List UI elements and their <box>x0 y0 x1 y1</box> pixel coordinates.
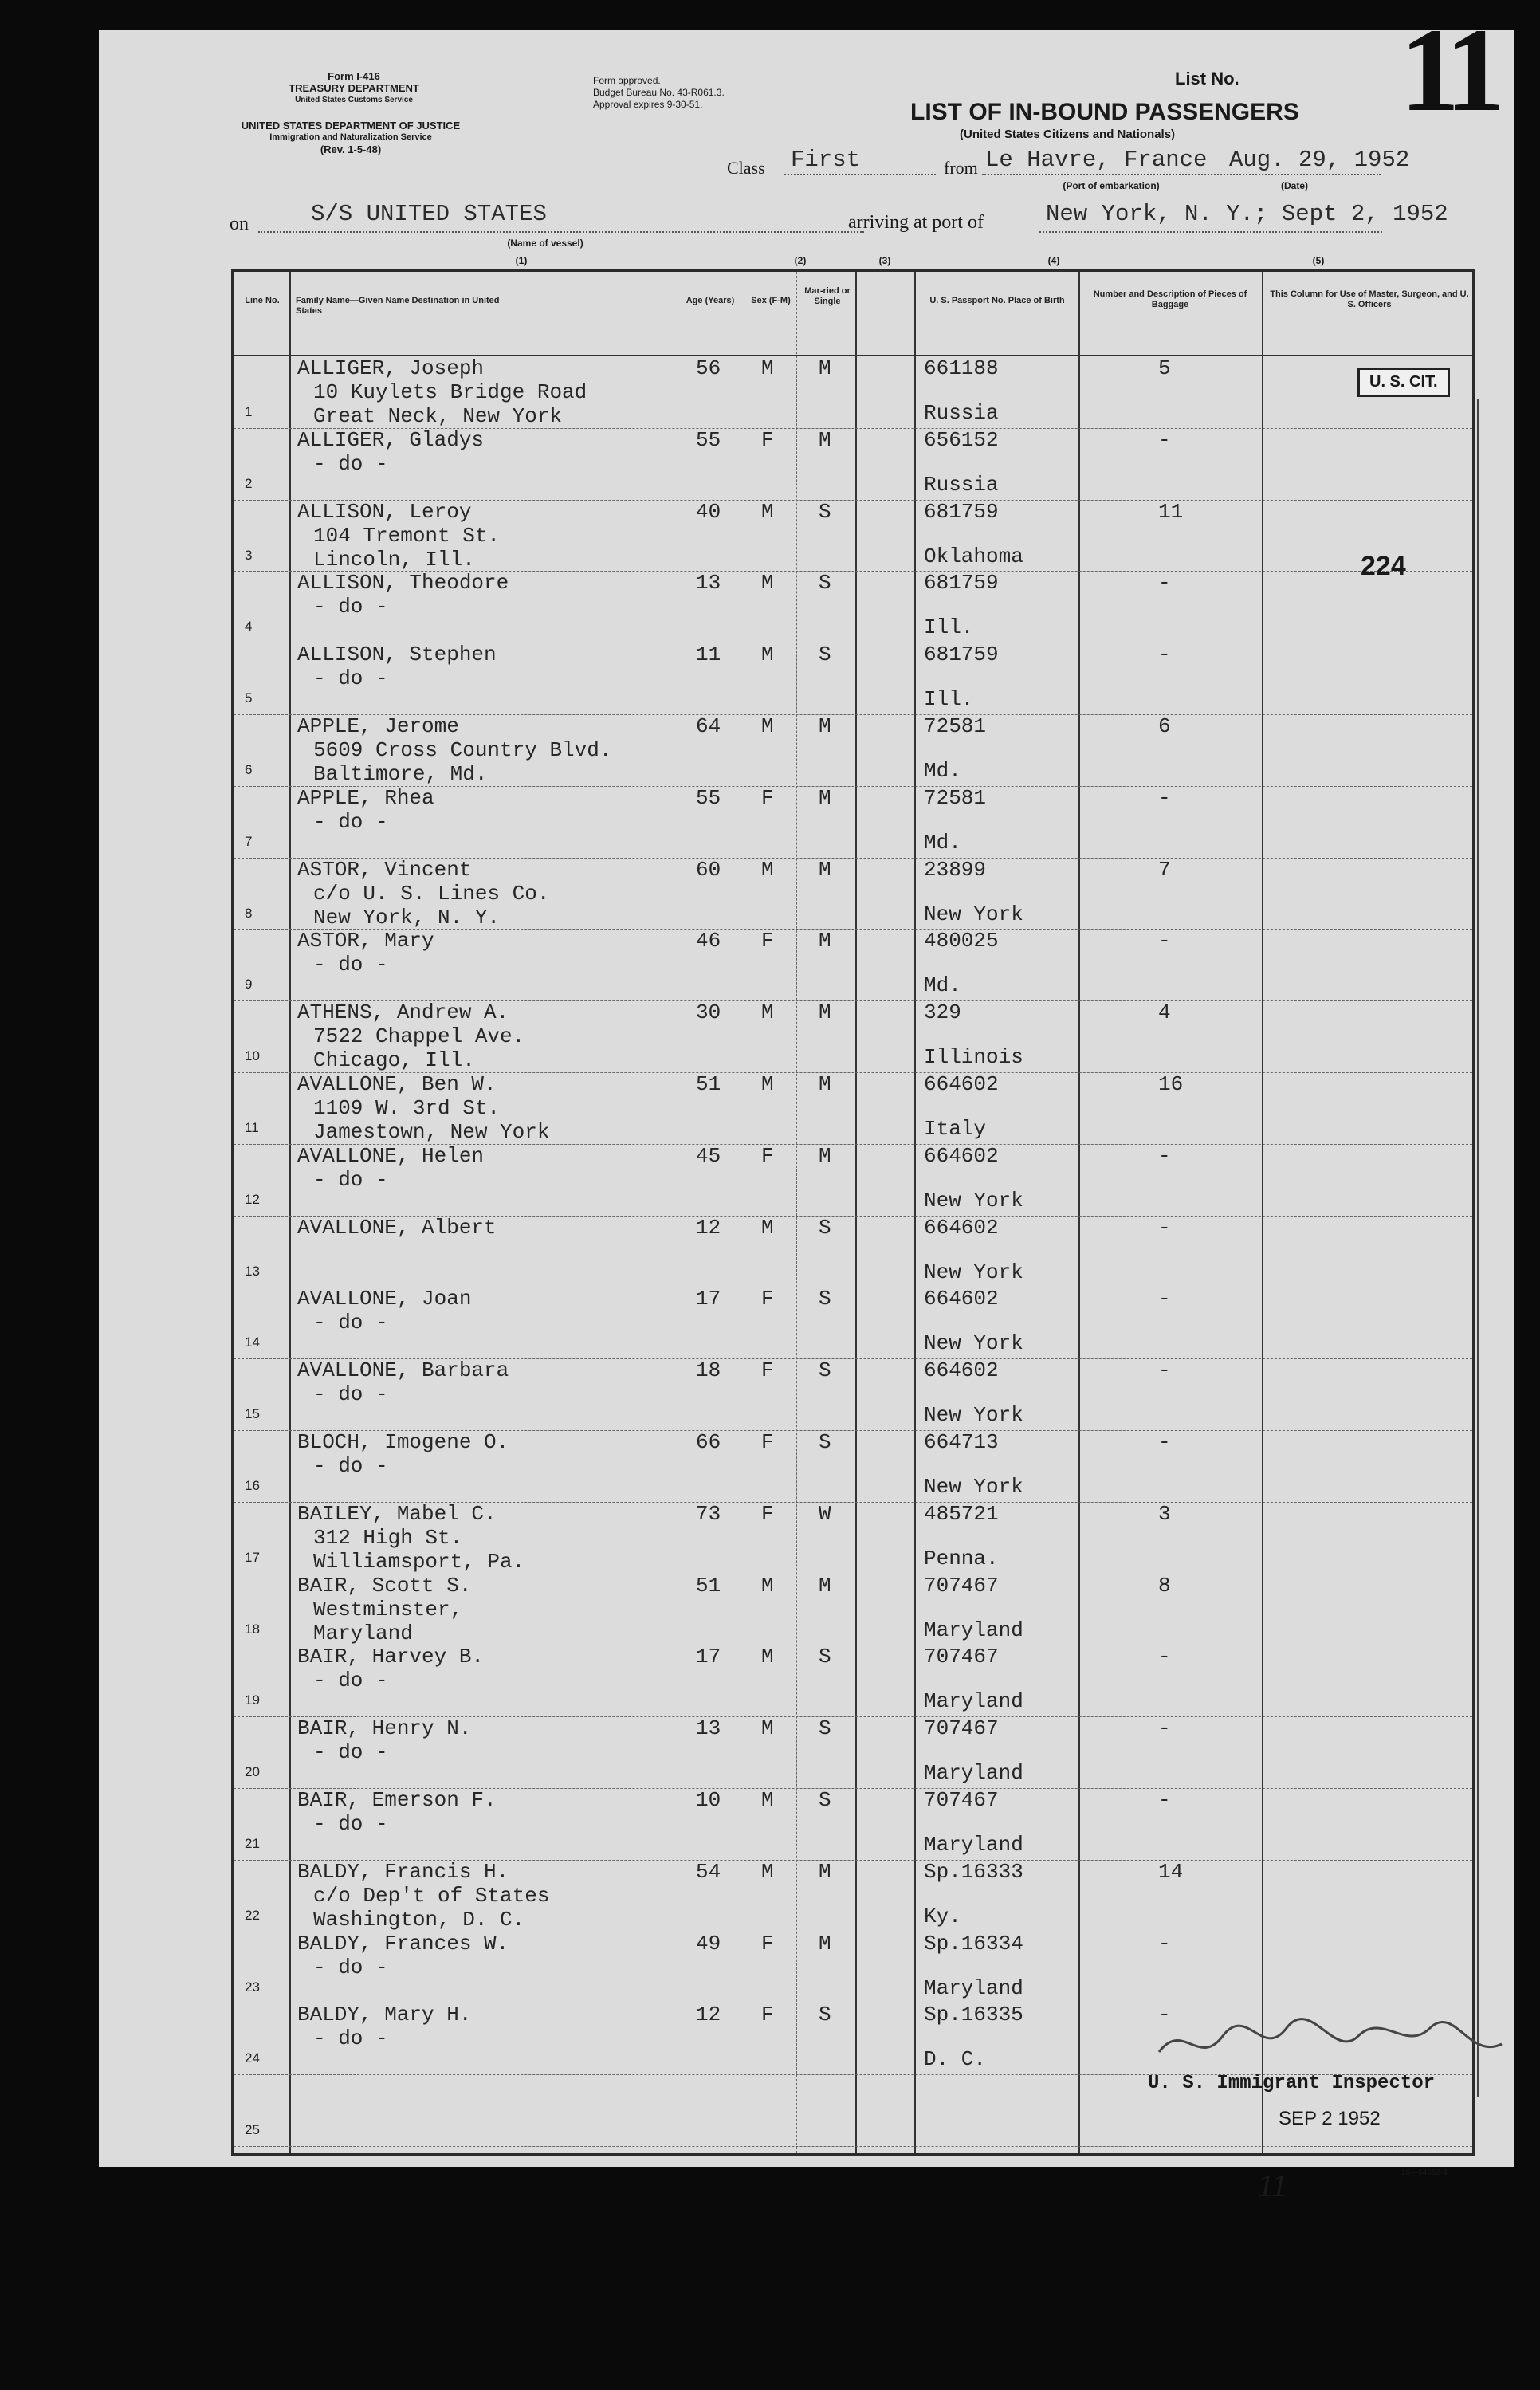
cell-bag: - <box>1158 643 1171 667</box>
cell-ms: S <box>819 1215 831 1240</box>
cell-sex: F <box>761 2003 774 2027</box>
cell-dest2: Great Neck, New York <box>313 404 563 428</box>
cell-pob: New York <box>924 1403 1023 1428</box>
from-label: from <box>944 158 978 178</box>
date-caption: (Date) <box>1280 180 1308 191</box>
cell-age: 18 <box>696 1358 721 1383</box>
cell-dest1: - do - <box>313 1454 388 1478</box>
cell-bag: 16 <box>1158 1072 1184 1096</box>
from-port: Le Havre, France <box>985 147 1208 173</box>
cell-pob: Maryland <box>924 1975 1023 2000</box>
cell-sex: M <box>761 571 774 596</box>
cell-ms: M <box>819 1000 831 1025</box>
cell-sex: M <box>761 1788 774 1812</box>
cell-sex: F <box>761 1430 774 1454</box>
col-header-officers: This Column for Use of Master, Surgeon, and U. S. Officers <box>1270 289 1469 309</box>
cell-dest1: - do - <box>313 1740 388 1765</box>
cell-n: 21 <box>245 1836 260 1851</box>
vessel-name: S/S UNITED STATES <box>311 201 547 227</box>
cell-dest1: - do - <box>313 1812 388 1836</box>
cell-n: 18 <box>245 1621 260 1637</box>
cell-n: 13 <box>245 1263 260 1279</box>
cell-n: 1 <box>245 404 253 419</box>
cell-bag: - <box>1158 1287 1171 1311</box>
cell-dest2: Maryland <box>313 1621 413 1645</box>
side-number: 224 <box>1361 551 1406 581</box>
col-header-baggage: Number and Description of Pieces of Baggage <box>1093 289 1247 309</box>
cell-n: 19 <box>245 1692 260 1708</box>
cell-ms: S <box>819 2003 831 2027</box>
cell-name: BALDY, Francis H. <box>297 1859 509 1884</box>
table-row <box>234 1430 1472 1503</box>
from-date: Aug. 29, 1952 <box>1229 147 1410 173</box>
table-row <box>234 1645 1472 1717</box>
table-row <box>234 1358 1472 1431</box>
cell-sex: M <box>761 1716 774 1741</box>
cell-age: 55 <box>696 785 721 810</box>
cell-ms: S <box>819 1716 831 1741</box>
cell-dest1: 10 Kuylets Bridge Road <box>313 380 587 404</box>
cell-pob: Maryland <box>924 1761 1023 1786</box>
table-row <box>234 356 1472 429</box>
cell-age: 17 <box>696 1645 721 1669</box>
cell-sex: F <box>761 427 774 452</box>
cell-n: 4 <box>245 619 253 635</box>
cell-dest1: - do - <box>313 1167 388 1192</box>
cell-dest1: 5609 Cross Country Blvd. <box>313 738 612 762</box>
cell-dest1: Westminster, <box>313 1597 463 1622</box>
cell-pp: 480025 <box>924 929 999 953</box>
approval-line3: Approval expires 9-30-51. <box>593 99 703 110</box>
cell-dest1: - do - <box>313 451 388 476</box>
table-row <box>234 1144 1472 1217</box>
cell-sex: F <box>761 929 774 953</box>
list-no-label: List No. <box>1175 69 1239 88</box>
cell-pp: 707467 <box>924 1573 999 1598</box>
cell-bag: 7 <box>1158 857 1171 882</box>
cell-name: AVALLONE, Joan <box>297 1287 472 1311</box>
table-row <box>234 1574 1472 1646</box>
cell-bag: - <box>1158 571 1171 596</box>
cell-name: AVALLONE, Albert <box>297 1215 497 1240</box>
cell-dest1: - do - <box>313 953 388 977</box>
cell-age: 45 <box>696 1143 721 1168</box>
cell-bag: - <box>1158 1645 1171 1669</box>
cell-dest2: Baltimore, Md. <box>313 762 488 786</box>
ins-service: Immigration and Naturalization Service <box>269 132 432 142</box>
customs-service: United States Customs Service <box>295 96 413 104</box>
col-header-age: Age (Years) <box>686 296 735 305</box>
revision: (Rev. 1-5-48) <box>320 143 382 155</box>
class-label: Class <box>727 158 765 178</box>
cell-pp: 681759 <box>924 499 999 524</box>
cell-sex: M <box>761 1859 774 1884</box>
approval-line1: Form approved. <box>593 75 661 86</box>
cell-name: ASTOR, Vincent <box>297 857 472 882</box>
cell-pob: New York <box>924 1188 1023 1213</box>
cell-dest1: - do - <box>313 666 388 691</box>
cell-pp: 656152 <box>924 427 999 452</box>
cell-age: 64 <box>696 714 721 738</box>
cell-name: AVALLONE, Ben W. <box>297 1072 497 1096</box>
cell-bag: - <box>1158 1215 1171 1240</box>
passenger-table <box>231 269 1475 2156</box>
vessel-caption: (Name of vessel) <box>507 238 583 249</box>
cell-bag: - <box>1158 1788 1171 1812</box>
cell-pob: Illinois <box>924 1045 1023 1070</box>
document-subtitle: (United States Citizens and Nationals) <box>960 128 1176 141</box>
col-num-4: (4) <box>1047 255 1060 266</box>
col-num-2: (2) <box>794 255 807 266</box>
on-label: on <box>230 214 249 234</box>
col-header-line: Line No. <box>245 296 280 305</box>
cell-age: 51 <box>696 1072 721 1096</box>
table-row <box>234 786 1472 859</box>
cell-bag: - <box>1158 1430 1171 1454</box>
cell-sex: F <box>761 1501 774 1526</box>
cell-pob: New York <box>924 1260 1023 1284</box>
cell-dest1: - do - <box>313 1311 388 1335</box>
cell-age: 30 <box>696 1000 721 1025</box>
cell-ms: S <box>819 571 831 596</box>
cell-n: 2 <box>245 475 253 491</box>
list-number: 11 <box>1400 4 1497 136</box>
cell-sex: F <box>761 1931 774 1956</box>
cell-pp: 664602 <box>924 1143 999 1168</box>
cell-ms: M <box>819 427 831 452</box>
cell-name: BAIR, Henry N. <box>297 1716 472 1741</box>
table-row <box>234 714 1472 787</box>
cell-n: 17 <box>245 1549 260 1565</box>
cell-bag: - <box>1158 427 1171 452</box>
cell-age: 17 <box>696 1287 721 1311</box>
cell-bag: - <box>1158 929 1171 953</box>
cell-n: 25 <box>245 2122 260 2138</box>
cell-pp: 23899 <box>924 857 987 882</box>
cell-sex: M <box>761 1072 774 1096</box>
cell-pob: Ill. <box>924 687 974 712</box>
cell-dest2: Washington, D. C. <box>313 1907 525 1932</box>
cell-name: ALLIGER, Joseph <box>297 356 485 380</box>
cell-ms: M <box>819 929 831 953</box>
table-row <box>234 1502 1472 1574</box>
cell-age: 66 <box>696 1430 721 1454</box>
cell-pp: 707467 <box>924 1645 999 1669</box>
cell-pp: 485721 <box>924 1501 999 1526</box>
cell-age: 12 <box>696 2003 721 2027</box>
document-title: LIST OF IN-BOUND PASSENGERS <box>910 99 1299 125</box>
cell-sex: M <box>761 1000 774 1025</box>
cell-name: AVALLONE, Helen <box>297 1143 485 1168</box>
cell-name: ALLISON, Leroy <box>297 499 472 524</box>
cell-pob: New York <box>924 1475 1023 1499</box>
cell-age: 60 <box>696 857 721 882</box>
cell-n: 14 <box>245 1335 260 1350</box>
cell-bag: - <box>1158 1143 1171 1168</box>
cell-bag: 5 <box>1158 356 1171 380</box>
cell-pob: New York <box>924 1331 1023 1356</box>
table-row <box>234 1287 1472 1359</box>
cell-age: 51 <box>696 1573 721 1598</box>
cell-bag: 14 <box>1158 1859 1184 1884</box>
cell-bag: - <box>1158 1358 1171 1383</box>
table-row <box>234 1072 1472 1145</box>
cell-pp: 664602 <box>924 1287 999 1311</box>
cell-n: 23 <box>245 1979 260 1995</box>
cell-name: BALDY, Frances W. <box>297 1931 509 1956</box>
cell-bag: - <box>1158 1716 1171 1741</box>
cell-pob: Maryland <box>924 1833 1023 1857</box>
arrival-port: New York, N. Y.; Sept 2, 1952 <box>1046 201 1448 227</box>
cell-dest1: 104 Tremont St. <box>313 523 501 548</box>
cell-bag: 3 <box>1158 1501 1171 1526</box>
cell-sex: F <box>761 1358 774 1383</box>
justice-dept: UNITED STATES DEPARTMENT OF JUSTICE <box>241 120 461 132</box>
cell-pob: Maryland <box>924 1689 1023 1714</box>
cell-name: BAIR, Scott S. <box>297 1573 472 1598</box>
cell-pp: 707467 <box>924 1716 999 1741</box>
cell-pp: 72581 <box>924 785 987 810</box>
officer-line <box>1477 399 1479 2097</box>
table-row <box>234 858 1472 930</box>
cell-sex: M <box>761 1573 774 1598</box>
cell-ms: S <box>819 499 831 524</box>
col-num-5: (5) <box>1312 255 1325 266</box>
cell-ms: M <box>819 356 831 380</box>
cell-pob: Italy <box>924 1117 987 1141</box>
cell-ms: S <box>819 1645 831 1669</box>
table-row <box>234 929 1472 1001</box>
cell-dest2: New York, N. Y. <box>313 905 501 930</box>
cell-dest1: c/o U. S. Lines Co. <box>313 881 550 906</box>
cell-pp: 681759 <box>924 643 999 667</box>
cell-pp: 664602 <box>924 1072 999 1096</box>
approval-line2: Budget Bureau No. 43-R061.3. <box>593 87 725 98</box>
cell-n: 12 <box>245 1191 260 1207</box>
col-header-sex: Sex (F-M) <box>751 296 791 305</box>
cell-name: ATHENS, Andrew A. <box>297 1000 509 1025</box>
cell-pob: Penna. <box>924 1546 999 1570</box>
cell-ms: M <box>819 714 831 738</box>
form-code: 16—64652-4 <box>1401 2168 1448 2177</box>
cell-age: 40 <box>696 499 721 524</box>
cell-ms: S <box>819 1430 831 1454</box>
cell-dest1: - do - <box>313 595 388 619</box>
cell-ms: M <box>819 1143 831 1168</box>
cell-dest1: - do - <box>313 1669 388 1693</box>
col-header-passport: U. S. Passport No. Place of Birth <box>929 296 1065 305</box>
cell-pob: Oklahoma <box>924 544 1023 568</box>
cell-pob: Md. <box>924 830 961 855</box>
cell-age: 55 <box>696 427 721 452</box>
cell-age: 13 <box>696 571 721 596</box>
cell-age: 13 <box>696 1716 721 1741</box>
cell-age: 11 <box>696 643 721 667</box>
cell-pp: 664713 <box>924 1430 999 1454</box>
cell-dest1: - do - <box>313 1955 388 1979</box>
cell-pob: Ill. <box>924 615 974 640</box>
cell-pp: 661188 <box>924 356 999 380</box>
table-row <box>234 643 1472 715</box>
cell-ms: M <box>819 1072 831 1096</box>
cell-dest2: Lincoln, Ill. <box>313 547 475 572</box>
col-header-name: Family Name—Given Name Destination in United States <box>296 296 500 316</box>
cell-dest1: c/o Dep't of States <box>313 1883 550 1908</box>
cell-pp: Sp.16333 <box>924 1859 1023 1884</box>
cell-n: 22 <box>245 1907 260 1923</box>
form-number: Form I-416 <box>328 70 380 82</box>
cell-pob: D. C. <box>924 2047 987 2072</box>
cell-bag: 4 <box>1158 1000 1171 1025</box>
cell-n: 7 <box>245 833 253 849</box>
cell-pp: Sp.16335 <box>924 2003 1023 2027</box>
col-num-1: (1) <box>515 255 528 266</box>
cell-ms: S <box>819 643 831 667</box>
cell-n: 8 <box>245 905 253 921</box>
cell-age: 54 <box>696 1859 721 1884</box>
cell-dest1: - do - <box>313 2026 388 2051</box>
cell-name: ALLISON, Theodore <box>297 571 509 596</box>
cell-sex: M <box>761 356 774 380</box>
cell-ms: S <box>819 1788 831 1812</box>
cell-ms: M <box>819 1859 831 1884</box>
cell-pp: Sp.16334 <box>924 1931 1023 1956</box>
cell-name: BLOCH, Imogene O. <box>297 1430 509 1454</box>
cell-bag: - <box>1158 2003 1171 2027</box>
cell-n: 3 <box>245 547 253 563</box>
cell-age: 10 <box>696 1788 721 1812</box>
cell-dest2: Jamestown, New York <box>313 1120 550 1144</box>
cell-pob: Russia <box>924 472 999 497</box>
cell-pp: 707467 <box>924 1788 999 1812</box>
cell-dest1: 312 High St. <box>313 1525 463 1550</box>
inspector-label: U. S. Immigrant Inspector <box>1148 2073 1436 2094</box>
cell-age: 56 <box>696 356 721 380</box>
cell-ms: W <box>819 1501 831 1526</box>
cell-name: BAIR, Harvey B. <box>297 1645 485 1669</box>
cell-pob: Md. <box>924 759 961 783</box>
table-row <box>234 500 1472 572</box>
cell-sex: M <box>761 499 774 524</box>
cell-n: 6 <box>245 762 253 777</box>
cell-dest2: Chicago, Ill. <box>313 1048 475 1073</box>
table-row <box>234 1788 1472 1861</box>
cell-sex: M <box>761 714 774 738</box>
cell-bag: - <box>1158 785 1171 810</box>
table-row <box>234 1716 1472 1789</box>
cell-pp: 664602 <box>924 1215 999 1240</box>
cell-n: 9 <box>245 977 253 993</box>
cell-name: ALLIGER, Gladys <box>297 427 485 452</box>
cell-pob: New York <box>924 902 1023 926</box>
cell-sex: F <box>761 1143 774 1168</box>
cell-age: 73 <box>696 1501 721 1526</box>
cell-ms: S <box>819 1287 831 1311</box>
cell-age: 12 <box>696 1215 721 1240</box>
cell-ms: M <box>819 1573 831 1598</box>
cell-name: BAILEY, Mabel C. <box>297 1501 497 1526</box>
cell-pp: 681759 <box>924 571 999 596</box>
cell-bag: - <box>1158 1931 1171 1956</box>
cell-name: ALLISON, Stephen <box>297 643 497 667</box>
cell-name: APPLE, Rhea <box>297 785 434 810</box>
port-caption: (Port of embarkation) <box>1063 180 1160 191</box>
cell-sex: M <box>761 1645 774 1669</box>
cell-sex: F <box>761 785 774 810</box>
table-row <box>234 1932 1472 2004</box>
cell-pp: 72581 <box>924 714 987 738</box>
cell-sex: M <box>761 1215 774 1240</box>
col-header-married: Mar-ried or Single <box>804 286 851 306</box>
cell-dest1: - do - <box>313 809 388 834</box>
cell-dest1: - do - <box>313 1382 388 1407</box>
arriving-label: arriving at port of <box>848 212 984 233</box>
manifest-sheet <box>99 4 1514 2203</box>
cell-n: 10 <box>245 1048 260 1064</box>
table-row <box>234 1216 1472 1288</box>
cell-ms: S <box>819 1358 831 1383</box>
cell-n: 16 <box>245 1478 260 1493</box>
inspector-date: SEP 2 1952 <box>1279 2108 1381 2129</box>
cell-pob: Md. <box>924 973 961 998</box>
cell-pp: 329 <box>924 1000 961 1025</box>
cell-n: 24 <box>245 2050 260 2066</box>
cell-name: BALDY, Mary H. <box>297 2003 472 2027</box>
cell-bag: 6 <box>1158 714 1171 738</box>
cell-sex: M <box>761 643 774 667</box>
cell-pp: 664602 <box>924 1358 999 1383</box>
us-citizen-stamp: U. S. CIT. <box>1357 368 1450 397</box>
cell-bag: 8 <box>1158 1573 1171 1598</box>
cell-pob: Ky. <box>924 1904 961 1928</box>
table-row <box>234 1860 1472 1932</box>
cell-age: 46 <box>696 929 721 953</box>
cell-n: 5 <box>245 690 253 706</box>
handwritten-mark: 11 <box>1258 2168 1288 2203</box>
cell-n: 15 <box>245 1406 260 1422</box>
cell-pob: Maryland <box>924 1618 1023 1642</box>
cell-n: 11 <box>245 1120 259 1135</box>
cell-pob: Russia <box>924 401 999 425</box>
cell-bag: 11 <box>1158 499 1184 524</box>
cell-dest1: 1109 W. 3rd St. <box>313 1096 501 1120</box>
cell-sex: F <box>761 1287 774 1311</box>
cell-ms: M <box>819 857 831 882</box>
inspector-signature <box>1151 2004 1510 2076</box>
cell-age: 49 <box>696 1931 721 1956</box>
cell-name: ASTOR, Mary <box>297 929 434 953</box>
cell-sex: M <box>761 857 774 882</box>
cell-ms: M <box>819 1931 831 1956</box>
table-row <box>234 571 1472 643</box>
cell-name: BAIR, Emerson F. <box>297 1788 497 1812</box>
cell-n: 20 <box>245 1764 260 1780</box>
table-row <box>234 1000 1472 1073</box>
col-num-3: (3) <box>878 255 891 266</box>
cell-dest2: Williamsport, Pa. <box>313 1549 525 1574</box>
table-row <box>234 428 1472 501</box>
cell-dest1: 7522 Chappel Ave. <box>313 1024 525 1049</box>
cell-ms: M <box>819 785 831 810</box>
cell-name: APPLE, Jerome <box>297 714 459 738</box>
treasury-dept: TREASURY DEPARTMENT <box>289 82 419 94</box>
cell-name: AVALLONE, Barbara <box>297 1358 509 1383</box>
class-value: First <box>791 147 861 173</box>
